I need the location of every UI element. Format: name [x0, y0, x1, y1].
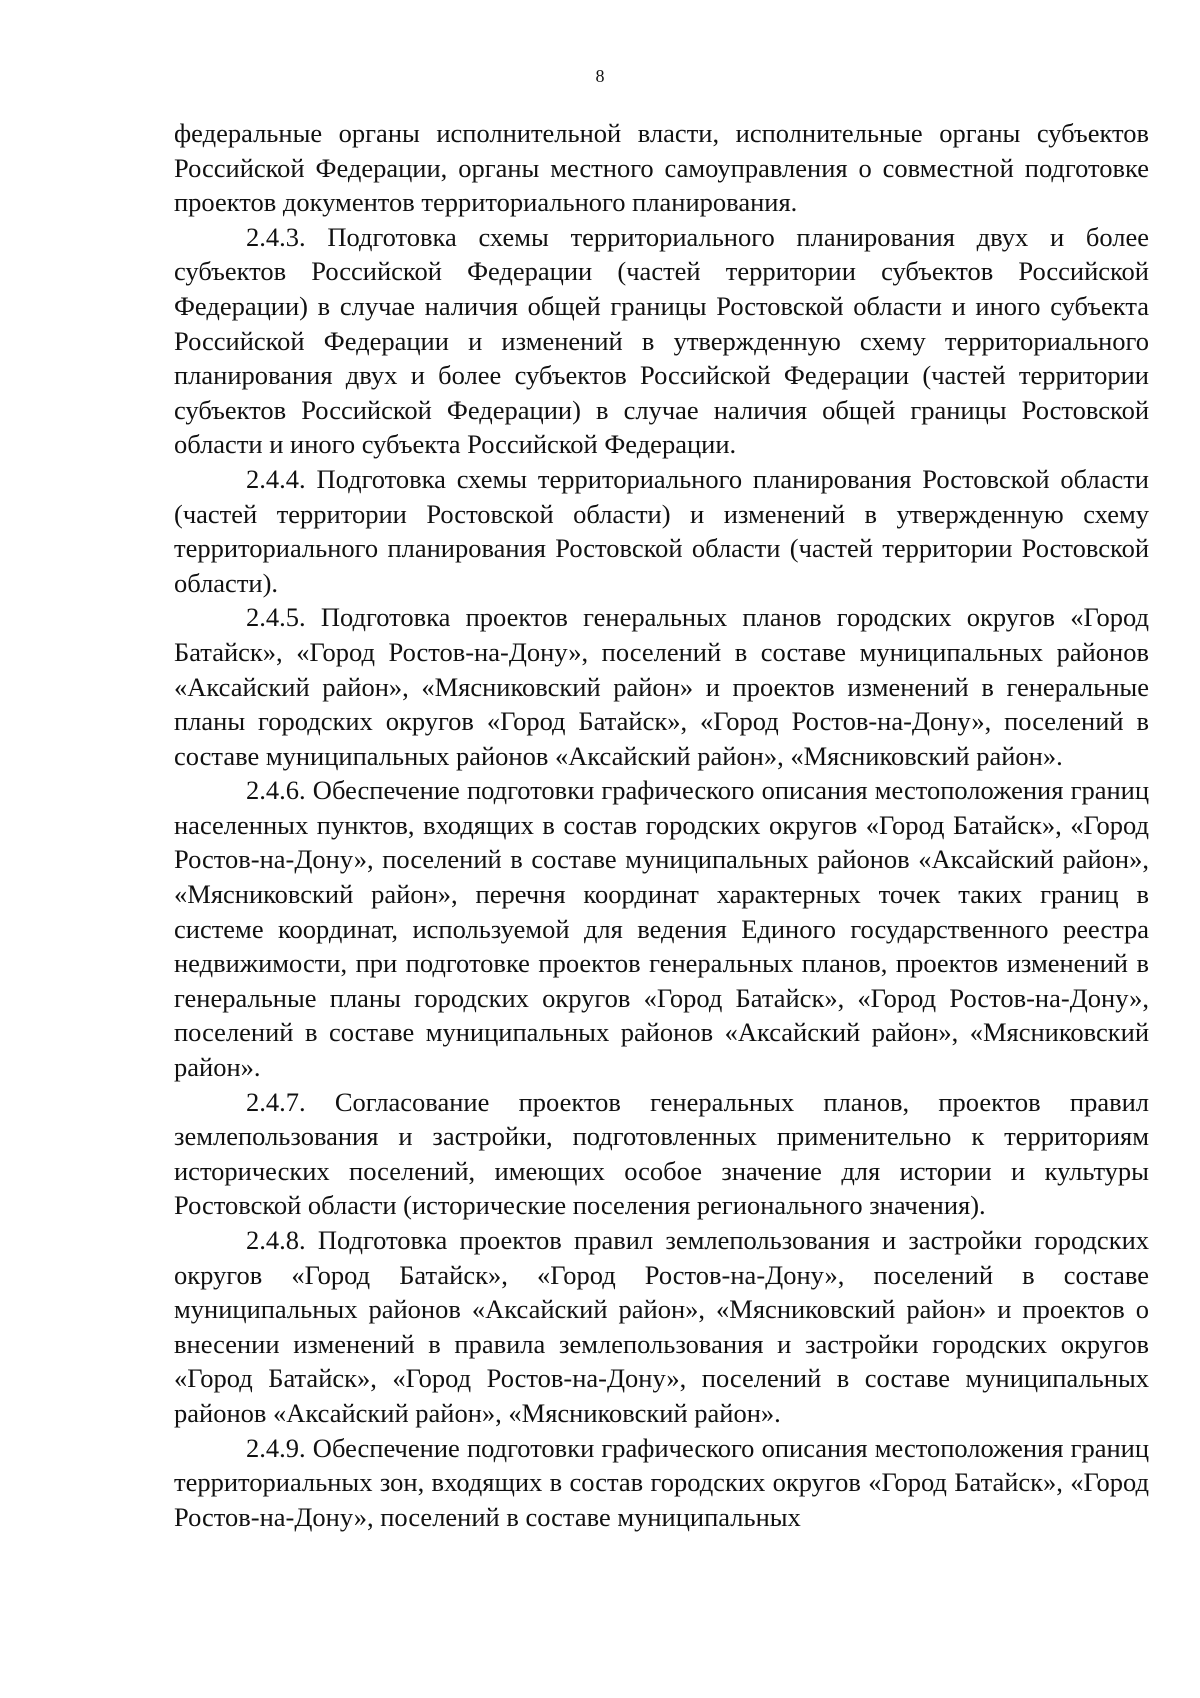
paragraph-2-4-7: 2.4.7. Согласование проектов генеральных планов, проектов правил землепользования и застройки, подготовленных применительно к территориям исторических поселений, имеющих особое значение для истории и культуры Ростовской области (исторические поселения регионального значения). — [174, 1086, 1149, 1221]
page-number: 8 — [595, 66, 605, 86]
paragraph-2-4-3: 2.4.3. Подготовка схемы территориального планирования двух и более субъектов Российской Федерации (частей территории субъектов Российской Федерации) в случае наличия общей границы Ростовской области и иного субъекта Российской Федерации и изменений в утвержденную схему территориального планирования двух и более субъектов Российской Федерации (частей территории субъектов Российской Федерации) в случае наличия общей границы Ростовской области и иного субъекта Российской Федерации. — [174, 221, 1149, 460]
paragraph-2-4-9: 2.4.9. Обеспечение подготовки графического описания местоположения границ территориальных зон, входящих в состав городских округов «Город Батайск», «Город Ростов-на-Дону», поселений в составе муниципальных — [174, 1432, 1149, 1532]
paragraph-2-4-5: 2.4.5. Подготовка проектов генеральных планов городских округов «Город Батайск», «Город Ростов-на-Дону», поселений в составе муниципальных районов «Аксайский район», «Мясниковский район» и проектов изменений в генеральные планы городских округов «Город Батайск», «Город Ростов-на-Дону», поселений в составе муниципальных районов «Аксайский район», «Мясниковский район». — [174, 602, 1149, 771]
paragraph-2-4-8: 2.4.8. Подготовка проектов правил землепользования и застройки городских округов «Город Батайск», «Город Ростов-на-Дону», поселений в составе муниципальных районов «Аксайский район», «Мясниковский район» и проектов о внесении изменений в правила землепользования и застройки городских округов «Город Батайск», «Город Ростов-на-Дону», поселений в составе муниципальных районов «Аксайский район», «Мясниковский район». — [174, 1225, 1149, 1428]
document-body — [174, 116, 1149, 1534]
paragraph-2-4-4: 2.4.4. Подготовка схемы территориального планирования Ростовской области (частей территории Ростовской области) и изменений в утвержденную схему территориального планирования Ростовской области (частей территории Ростовской области). — [174, 463, 1149, 598]
paragraph-2-4-6: 2.4.6. Обеспечение подготовки графического описания местоположения границ населенных пунктов, входящих в состав городских округов «Город Батайск», «Город Ростов-на-Дону», поселений в составе муниципальных районов «Аксайский район», «Мясниковский район», перечня координат характерных точек таких границ в системе координат, используемой для ведения Единого государственного реестра недвижимости, при подготовке проектов генеральных планов, проектов изменений в генеральные планы городских округов «Город Батайск», «Город Ростов-на-Дону», поселений в составе муниципальных районов «Аксайский район», «Мясниковский район». — [174, 775, 1149, 1083]
paragraph-continuation: федеральные органы исполнительной власти, исполнительные органы субъектов Российской Федерации, органы местного самоуправления о совместной подготовке проектов документов территориального планирования. — [174, 118, 1149, 218]
